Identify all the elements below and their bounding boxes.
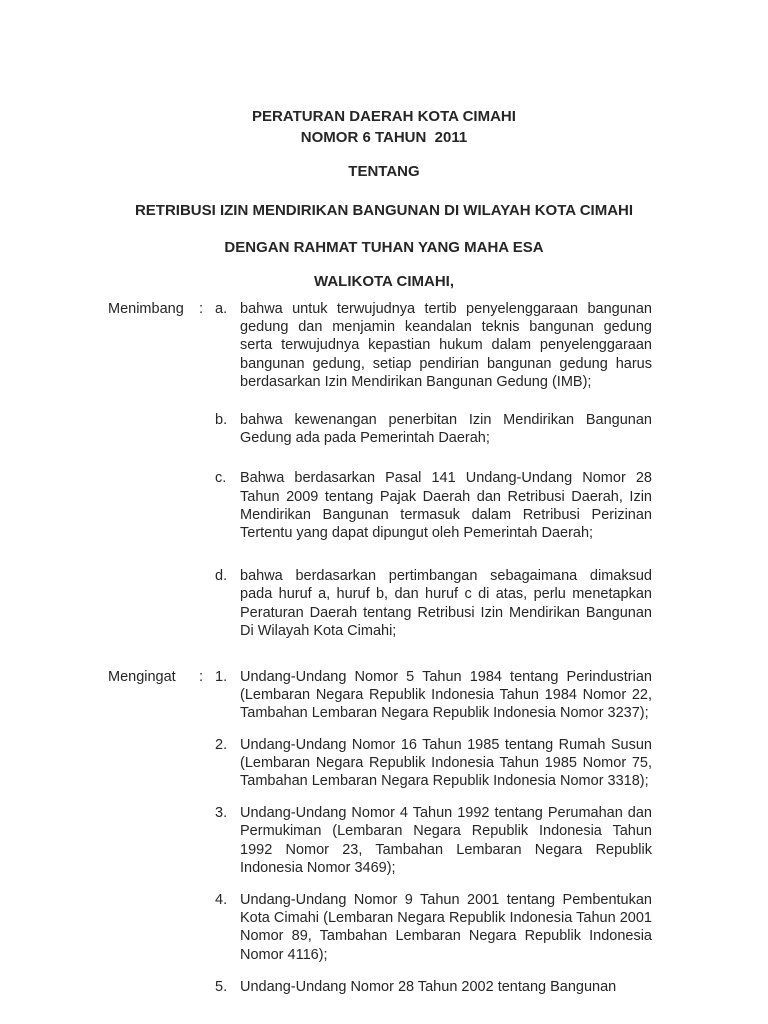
document-header [0,0,768,292]
item-text: Undang-Undang Nomor 28 Tahun 2002 tentang Bangunan [240,978,617,995]
item-text: Undang-Undang Nomor 16 Tahun 1985 tentang Rumah Susun (Lembaran Negara Republik Indonesia Tahun 1985 Nomor 75, Tambahan Lembaran Negara Republik Indonesia Nomor 3318); [240,736,652,790]
item-marker: a. [215,301,228,317]
menimbang-items [215,300,652,640]
regulation-official: WALIKOTA CIMAHI, [314,273,454,290]
menimbang-item-a [215,300,652,391]
item-marker: 4. [215,892,228,909]
regulation-title-line1: PERATURAN DAERAH KOTA CIMAHI [252,108,516,125]
menimbang-label [108,300,203,318]
regulation-tentang: TENTANG [348,163,420,180]
item-text: bahwa berdasarkan pertimbangan sebagaimana dimaksud pada huruf a, huruf b, dan huruf c di atas, perlu menetapkan Peraturan Daerah tentang Retribusi Izin Mendirikan Bangunan Di Wilayah Kota Cimahi; [240,568,652,639]
item-text: Undang-Undang Nomor 9 Tahun 2001 tentang Pembentukan Kota Cimahi (Lembaran Negara Republik Indonesia Tahun 2001 Nomor 89, Tambahan Lembaran Negara Republik Indonesia Nomor 4116); [240,892,652,963]
regulation-subject: RETRIBUSI IZIN MENDIRIKAN BANGUNAN DI WILAYAH KOTA CIMAHI [134,202,634,219]
item-text: bahwa kewenangan penerbitan Izin Mendirikan Bangunan Gedung ada pada Pemerintah Daerah; [240,412,652,447]
item-marker: b. [215,412,228,429]
mengingat-label-text: Mengingat [108,669,176,686]
menimbang-label-colon: : [198,301,203,317]
regulation-title-line2: NOMOR 6 TAHUN 2011 [300,129,468,146]
item-marker: d. [215,568,228,585]
item-marker: 5. [215,978,228,995]
menimbang-item-d [215,567,652,640]
section-menimbang [108,300,652,640]
regulation-invocation: DENGAN RAHMAT TUHAN YANG MAHA ESA [224,239,544,256]
item-text: Bahwa berdasarkan Pasal 141 Undang-Undang Nomor 28 Tahun 2009 tentang Pajak Daerah dan Retribusi Daerah, Izin Mendirikan Bangunan termasuk dalam Retribusi Perizinan Tertentu yang dapat dipungut oleh Pemerintah Daerah; [240,470,652,542]
mengingat-item-3 [215,804,652,877]
mengingat-label [108,668,203,686]
mengingat-item-2 [215,736,652,791]
menimbang-label-text: Menimbang [108,301,184,317]
mengingat-item-5 [215,978,652,996]
mengingat-items [215,668,652,996]
mengingat-item-1 [215,668,652,723]
menimbang-item-c [215,469,652,542]
section-mengingat [108,668,652,996]
menimbang-item-b [215,411,652,447]
item-marker: 1. [215,669,228,686]
item-marker: 2. [215,736,228,753]
item-text: Undang-Undang Nomor 4 Tahun 1992 tentang Perumahan dan Permukiman (Lembaran Negara Republik Indonesia Tahun 1992 Nomor 23, Tambahan Lembaran Negara Republik Indonesia Nomor 3469); [240,805,652,876]
mengingat-label-colon: : [198,669,203,686]
item-marker: 3. [215,805,228,822]
item-text: bahwa untuk terwujudnya tertib penyelenggaraan bangunan gedung dan menjamin keandalan teknis bangunan gedung serta terwujudnya kepastian hukum dalam penyelenggaraan bangunan gedung, setiap pendirian bangunan gedung harus berdasarkan Izin Mendirikan Bangunan Gedung (IMB); [240,301,652,390]
item-marker: c. [215,470,227,487]
item-text: Undang-Undang Nomor 5 Tahun 1984 tentang Perindustrian (Lembaran Negara Republik Indonesia Tahun 1984 Nomor 22, Tambahan Lembaran Negara Republik Indonesia Nomor 3237); [240,669,652,722]
mengingat-item-4 [215,891,652,964]
